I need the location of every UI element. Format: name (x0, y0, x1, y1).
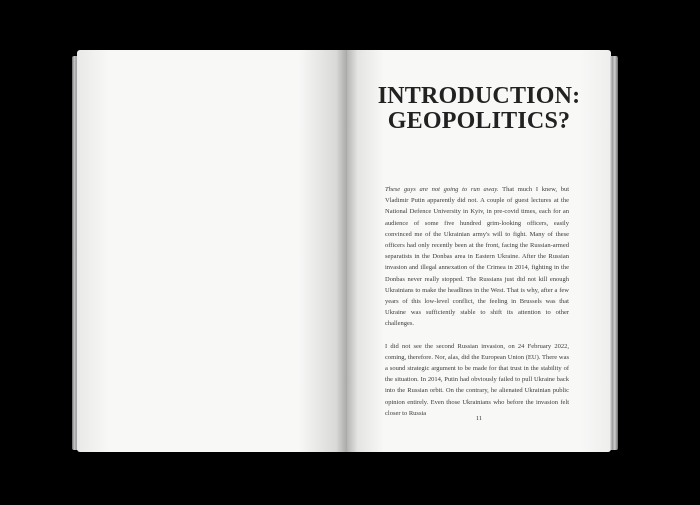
paragraph-1-text: That much I knew, but Vladimir Putin apparently did not. A couple of guest lectures at the National Defence University in Kyiv, in pre-covid times, each for an audience of some five hundred grim-looking officers, easily convinced me of the Ukrainian army's will to fight. Many of these officers had only recently been at the front, facing the Russian-armed separatists in the Donbas area in Eastern Ukraine. After the Russian invasion and illegal annexation of the Crimea in 2014, fighting in the Donbas never really stopped. The Russians just did not kill enough Ukrainians to make the headlines in the West. That is why, after a few years of this low-level conflict, the feeling in Brussels was that Ukraine was sufficiently stable to shift its attention to other challenges. (385, 186, 569, 328)
page-number: 11 (475, 415, 483, 422)
right-page-edges (610, 56, 618, 450)
right-page (347, 50, 611, 452)
chapter-heading-line1: INTRODUCTION: (377, 83, 581, 109)
chapter-heading (361, 84, 597, 134)
open-book (72, 50, 618, 452)
chapter-heading-line2: GEOPOLITICS? (387, 108, 571, 134)
body-text (385, 184, 569, 430)
paragraph-1 (385, 184, 569, 330)
paragraph-1-italic-opening: These guys are not going to run away. (385, 186, 499, 193)
paragraph-2: I did not see the second Russian invasion, on 24 February 2022, coming, therefore. Nor, alas, did the European Union (EU). There was a sound strategic argument to be made for that trust in the stability of the situation. In 2014, Putin had obviously failed to pull Ukraine back into the Russian orbit. On the contrary, he alienated Ukrainian public opinion entirely. Even those Ukrainians who before the invasion felt closer to Russia (385, 342, 569, 417)
left-page-blank (77, 50, 347, 452)
